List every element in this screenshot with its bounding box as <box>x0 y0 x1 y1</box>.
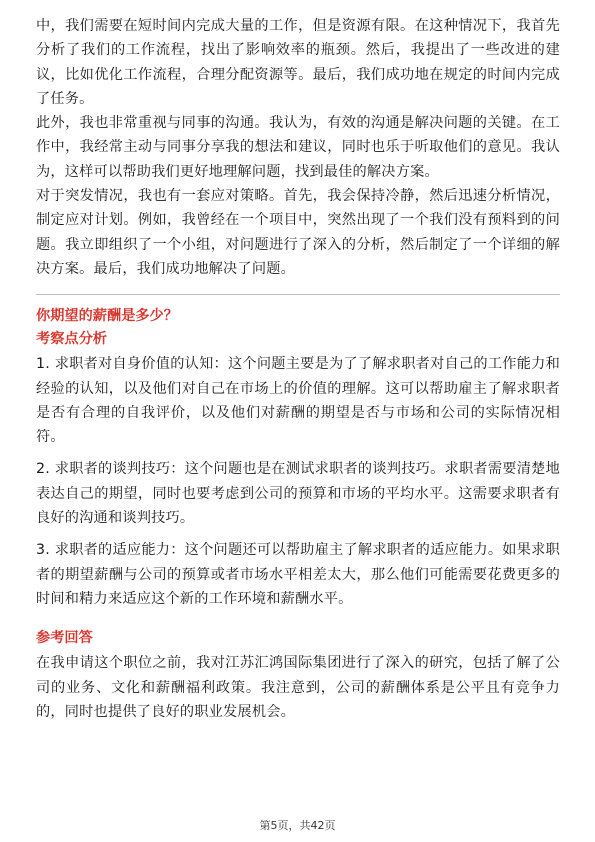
reference-answer: 在我申请这个职位之前，我对江苏汇鸿国际集团进行了深入的研究，包括了解了公司的业务、文化和薪酬福利政策。我注意到，公司的薪酬体系是公平且有竞争力的，同时也提供了良好的职业发展机会。 <box>36 655 560 720</box>
analysis-item-1: 1. 求职者对自身价值的认知：这个问题主要是为了了解求职者对自己的工作能力和经验的认知，以及他们对自己在市场上的价值的理解。这可以帮助雇主了解求职者是否有合理的自我评价，以及他们对薪酬的期望是否与市场和公司的实际情况相符。 <box>36 356 560 446</box>
intro-paragraph-3: 对于突发情况，我也有一套应对策略。首先，我会保持冷静，然后迅速分析情况，制定应对计划。例如，我曾经在一个项目中，突然出现了一个我们没有预料到的问题。我立即组织了一个小组，对问题进行了深入的分析，然后制定了一个详细的解决方案。最后，我们成功地解决了问题。 <box>36 188 560 277</box>
intro-paragraph-1: 中，我们需要在短时间内完成大量的工作，但是资源有限。在这种情况下，我首先分析了我们的工作流程，找出了影响效率的瓶颈。然后，我提出了一些改进的建议，比如优化工作流程，合理分配资源等。最后，我们成功地在规定的时间内完成了任务。 <box>36 18 560 107</box>
question-title: 你期望的薪酬是多少？ <box>36 308 178 325</box>
analysis-heading: 考察点分析 <box>36 331 107 348</box>
analysis-item-3: 3. 求职者的适应能力：这个问题还可以帮助雇主了解求职者的适应能力。如果求职者的期望薪酬与公司的预算或者市场水平相差太大，那么他们可能需要花费更多的时间和精力来适应这个新的工作环境和薪酬水平。 <box>36 542 560 607</box>
section-divider <box>36 294 560 295</box>
intro-paragraph-2: 此外，我也非常重视与同事的沟通。我认为，有效的沟通是解决问题的关键。在工作中，我经常主动与同事分享我的想法和建议，同时也乐于听取他们的意见。我认为，这样可以帮助我们更好地理解问题，找到最佳的解决方案。 <box>36 115 560 180</box>
reference-heading: 参考回答 <box>36 630 93 647</box>
analysis-item-2: 2. 求职者的谈判技巧：这个问题也是在测试求职者的谈判技巧。求职者需要清楚地表达自己的期望，同时也要考虑到公司的预算和市场的平均水平。这需要求职者有良好的沟通和谈判技巧。 <box>36 461 560 527</box>
document-page <box>36 14 560 724</box>
page-footer: 第5页，共42页 <box>259 819 336 832</box>
